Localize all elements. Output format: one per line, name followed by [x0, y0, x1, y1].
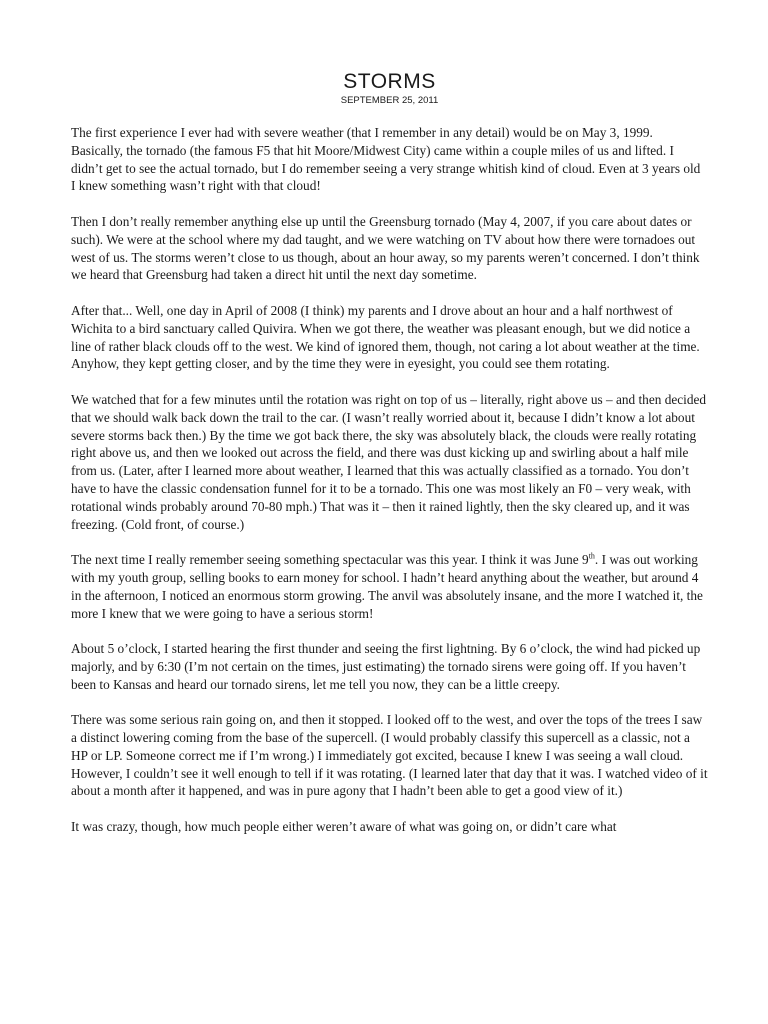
- paragraph-1: The first experience I ever had with severe weather (that I remember in any detail) would be on May 3, 1999. Basically, the tornado (the famous F5 that hit Moore/Midwest City) came within a couple miles of us and lifted. I didn’t get to see the actual tornado, but I do remember seeing a very strange whitish kind of cloud. Even at 3 years old I knew something wasn’t right with that cloud!: [71, 125, 701, 194]
- paragraph-8: It was crazy, though, how much people either weren’t aware of what was going on, or didn’t care what: [71, 819, 617, 835]
- paragraph-5-superscript: th: [588, 551, 595, 561]
- paragraph-5: [71, 551, 708, 622]
- document-date: SEPTEMBER 25, 2011: [340, 95, 439, 106]
- paragraph-6: About 5 o’clock, I started hearing the first thunder and seeing the first lightning. By 6 o’clock, the wind had picked up majorly, and by 6:30 (I’m not certain on the times, just estimating) the tornado sirens were going off. If you haven’t been to Kansas and heard our tornado sirens, let me tell you now, they can be a little creepy.: [71, 641, 701, 692]
- document-body: [71, 124, 708, 836]
- document-title: STORMS: [343, 70, 436, 93]
- paragraph-2: Then I don’t really remember anything else up until the Greensburg tornado (May 4, 2007, if you care about dates or such). We were at the school where my dad taught, and we were watching on TV about how there were tornadoes out west of us. The storms weren’t close to us though, about an hour away, so my parents weren’t concerned. I don’t think we heard that Greensburg had taken a direct hit until the next day sometime.: [71, 213, 700, 283]
- paragraph-5-text-after: . I was out working with my youth group, selling books to earn money for school. I hadn’t heard anything about the weather, but around 4 in the afternoon, I noticed an enormous storm growing. The anvil was absolutely insane, and the more I watched it, the more I knew that we were going to have a serious storm!: [71, 552, 703, 621]
- paragraph-4: We watched that for a few minutes until the rotation was right on top of us – literally, right above us – and then decided that we should walk back down the trail to the car. (I wasn’t really worried about it, because I didn’t know a lot about severe storms back then.) By the time we got back there, the sky was absolutely black, the clouds were really rotating right above us, and then we looked out across the field, and there was dust kicking up and swirling about a half mile from us. (Later, after I learned more about weather, I learned that this was actually classified as a tornado. You don’t have to have the classic condensation funnel for it to be a tornado. This one was most likely an F0 – very weak, with rotational winds probably around 70-80 mph.) That was it – then it rained lightly, then the sky cleared up, and it was freezing. (Cold front, of course.): [71, 391, 707, 532]
- paragraph-5-text-before: The next time I really remember seeing something spectacular was this year. I think it was June 9: [71, 552, 589, 568]
- paragraph-7: There was some serious rain going on, and then it stopped. I looked off to the west, and over the tops of the trees I saw a distinct lowering coming from the base of the supercell. (I would probably classify this supercell as a classic, not a HP or LP. Someone correct me if I’m wrong.) I immediately got excited, because I knew I was seeing a wall cloud. However, I couldn’t see it well enough to tell if it was rotating. (I learned later that day that it was. I watched video of it about a month after it happened, and was in pure agony that I hadn’t been able to get a good view of it.): [71, 712, 708, 799]
- paragraph-3: After that... Well, one day in April of 2008 (I think) my parents and I drove about an hour and a half northwest of Wichita to a bird sanctuary called Quivira. When we got there, the weather was pleasant enough, but we did notice a line of rather black clouds off to the west. We kind of ignored them, though, not caring a lot about weather at the time. Anyhow, they kept getting closer, and by the time they were in eyesight, you could see them rotating.: [71, 302, 700, 372]
